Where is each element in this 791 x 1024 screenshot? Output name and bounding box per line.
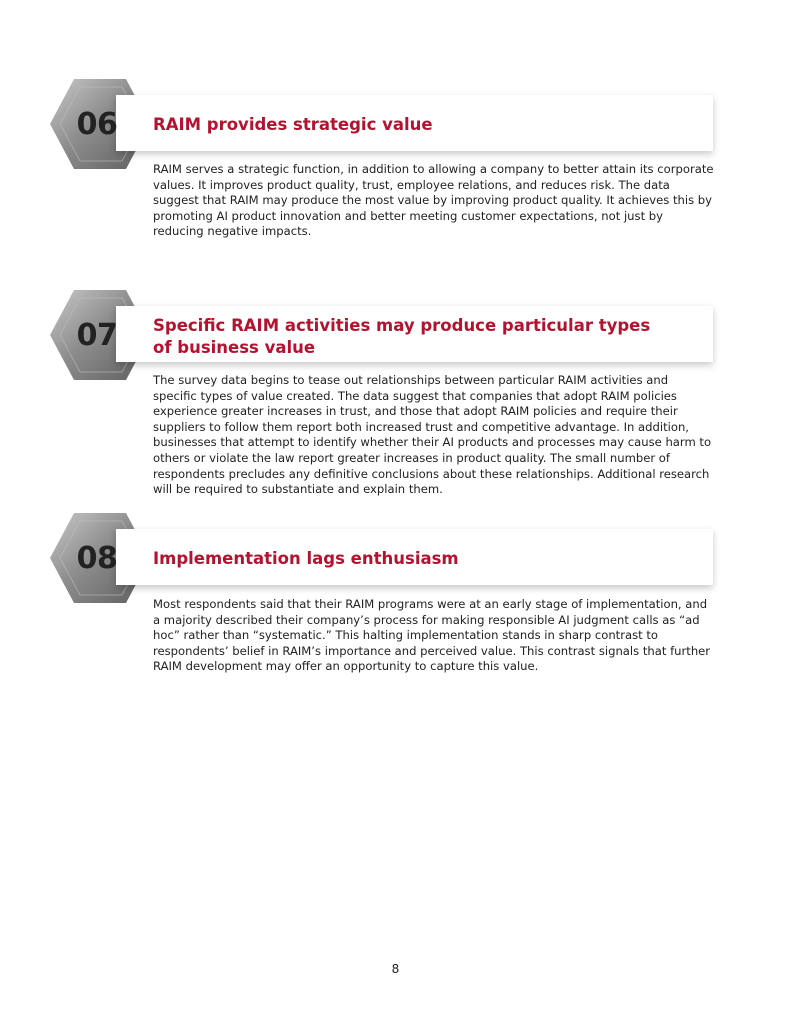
section-number: 06 <box>76 106 118 142</box>
page-number: 8 <box>391 962 400 976</box>
section-title: RAIM provides strategic value <box>153 115 433 134</box>
section-number: 07 <box>76 317 118 353</box>
section-number: 08 <box>76 540 118 576</box>
section-title: Specific RAIM activities may produce particular types of business value <box>153 316 651 357</box>
section-title: Implementation lags enthusiasm <box>153 549 459 568</box>
section-body: RAIM serves a strategic function, in addition to allowing a company to better attain its corporate values. It improves product quality, trust, employee relations, and reduces risk. The data suggest that RAIM may produce the most value by improving product quality. It achieves this by promoting AI product innovation and better meeting customer expectations, not just by reducing negative impacts. <box>153 162 714 239</box>
section-body: Most respondents said that their RAIM programs were at an early stage of implementation, and a majority described their company’s process for making responsible AI judgment calls as “ad hoc” rather than “systematic.” This halting implementation stands in sharp contrast to respondents’ belief in RAIM’s importance and perceived value. This contrast signals that further RAIM development may offer an opportunity to capture this value. <box>153 597 711 674</box>
section-body: The survey data begins to tease out relationships between particular RAIM activities and specific types of value created. The data suggest that companies that adopt RAIM policies experience greater increases in trust, and those that adopt RAIM policies and require their suppliers to follow them report both increased trust and competitive advantage. In addition, businesses that attempt to identify whether their AI products and processes may cause harm to others or violate the law report greater increases in product quality. The small number of respondents precludes any definitive conclusions about these relationships. Additional research will be required to substantiate and explain them. <box>153 373 712 497</box>
